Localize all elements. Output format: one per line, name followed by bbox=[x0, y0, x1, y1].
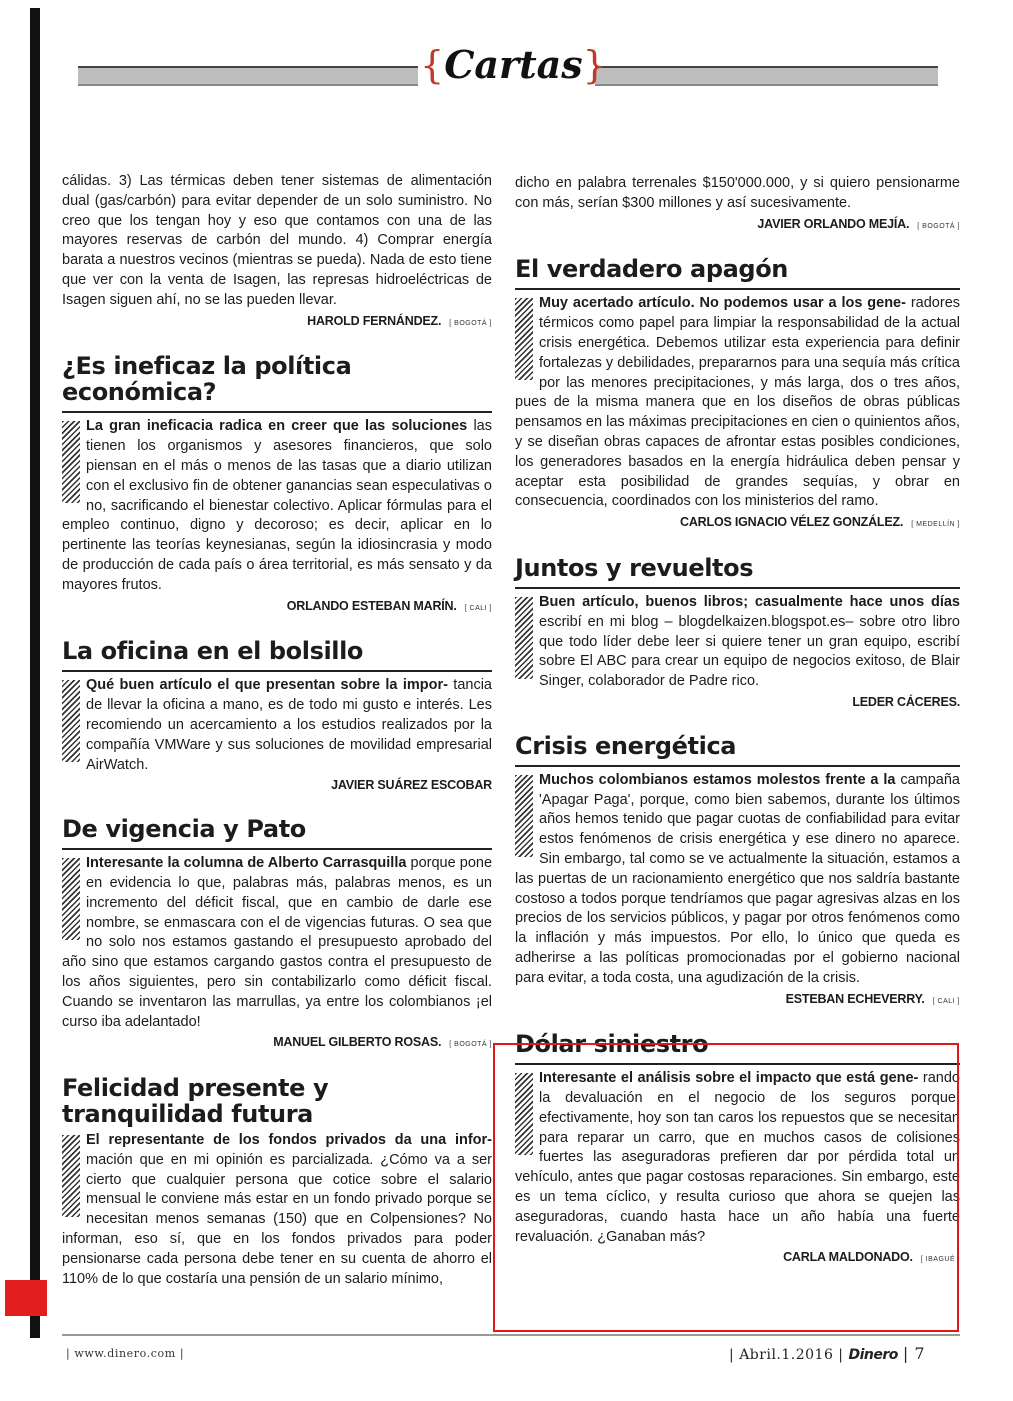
header-rule-right bbox=[595, 66, 938, 86]
letter-body bbox=[62, 676, 492, 775]
title-bracket-close: } bbox=[582, 43, 607, 87]
page-spine-bar bbox=[30, 8, 40, 1338]
letter-text: campaña 'Apagar Paga', porque, como bien sabemos, durante los últimos años hemos tenido que pagar cuotas de confiabilidad para evitar estos fenómenos de crisis energética y ese dinero no aparece. Sin embargo, tal como se ve actualmente la situación, estamos a las puertas de un racionamiento energético que nos saldría bastante costoso a todos porque tendríamos que pagar agresivas alzas en los precios de los servicios públicos, y pagar por otros fenómenos como la inflación y más impuestos. Por ello, lo único que queda es adherirse a las políticas promocionadas por el gobierno nacional para evitar, a toda costa, una agudización de la crisis. bbox=[515, 771, 960, 986]
title-bracket-open: { bbox=[420, 43, 445, 87]
author-city: [ BOGOTÁ ] bbox=[917, 222, 960, 230]
letter-signature bbox=[515, 693, 960, 713]
left-column bbox=[62, 172, 492, 1289]
highlight-box bbox=[493, 1043, 959, 1332]
letter-body bbox=[515, 294, 960, 512]
footer-folio bbox=[729, 1344, 925, 1363]
author-name: CARLA MALDONADO. bbox=[783, 1250, 913, 1265]
letter-lead: Muchos colombianos estamos molestos frente a la bbox=[539, 771, 896, 788]
letter-text: tancia de llevar la oficina a mano, es de todo mi gusto e interés. Les recomiendo un acercamiento a los estudios realizados por la compañía VMWare y sus soluciones de movilidad empresarial AirWatch. bbox=[86, 677, 492, 773]
letter-lead: La gran ineficacia radica en creer que las soluciones bbox=[86, 418, 468, 435]
letter-signature bbox=[62, 312, 492, 334]
letter-signature bbox=[515, 990, 960, 1012]
letter-body bbox=[515, 771, 960, 989]
letter-continuation bbox=[62, 172, 492, 333]
quote-mark-icon bbox=[62, 680, 80, 762]
letter-lead: Interesante la columna de Alberto Carrasquilla bbox=[86, 855, 407, 872]
author-city: [ MEDELLÍN ] bbox=[911, 521, 960, 529]
red-side-tab bbox=[5, 1280, 47, 1316]
quote-mark-icon bbox=[515, 775, 533, 857]
author-name: JAVIER SUÁREZ ESCOBAR bbox=[331, 778, 492, 793]
letter-signature bbox=[515, 215, 960, 237]
author-name: LEDER CÁCERES. bbox=[852, 694, 960, 709]
letter-heading: De vigencia y Pato bbox=[62, 816, 492, 850]
letter-heading: Crisis energética bbox=[515, 733, 960, 767]
letter-body: cálidas. 3) Las térmicas deben tener sistemas de alimentación dual (gas/carbón) para evitar depender de un solo suministro. No creo que los tengan hoy y eso que contamos con una de las mayores reservas de carbón del mundo. 4) Comprar energía barata a nuestros vecinos (mientras se pueda). Nada de esto tiene que ver con la venta de Isagen, las represas hidroeléctricas de Isagen siguen ahí, no se las pueden llevar. bbox=[62, 173, 492, 308]
letter-item bbox=[62, 816, 492, 1055]
letter-body bbox=[62, 1131, 492, 1289]
letter-item bbox=[62, 1075, 492, 1289]
quote-mark-icon bbox=[515, 597, 533, 679]
author-city: [ BOGOTÁ ] bbox=[449, 319, 492, 327]
letter-item bbox=[515, 256, 960, 535]
letter-heading: La oficina en el bolsillo bbox=[62, 638, 492, 672]
letter-signature bbox=[515, 513, 960, 535]
issue-date: | Abril.1.2016 | bbox=[729, 1347, 844, 1363]
footer-website[interactable]: | www.dinero.com | bbox=[66, 1347, 185, 1360]
author-name: HAROLD FERNÁNDEZ. bbox=[307, 313, 442, 328]
quote-mark-icon bbox=[515, 298, 533, 380]
letter-body: dicho en palabra terrenales $150'000.000, y si quiero pensionarme con más, serían $300 millones y así sucesivamente. bbox=[515, 175, 960, 211]
letter-text: rando la devaluación en el negocio de los seguros porque, efectivamente, hoy son tan caros los repuestos que se necesitan para reparar un carro, que en muchos casos de colisiones fuertes las aseguradoras prefieren dar por pérdida total un vehículo, antes que pagar costosas reparaciones. Sin embargo, este es un tema cíclico, y resulta curioso que ahora se quejen las aseguradoras, cuando hasta hace un año había una fuerte revaluación. ¿Ganaban más? bbox=[515, 1070, 960, 1245]
letter-signature bbox=[62, 776, 492, 796]
author-name: ESTEBAN ECHEVERRY. bbox=[785, 991, 925, 1006]
letter-heading: Juntos y revueltos bbox=[515, 555, 960, 589]
author-city: [ CALI ] bbox=[464, 604, 492, 612]
letter-lead: Qué buen artículo el que presentan sobre la impor- bbox=[86, 677, 448, 694]
letter-text: porque pone en evidencia lo que, palabras más, palabras menos, es un incremento del déficit fiscal, que en cambio de darle ese nombre, se enmascara con el de vigencias futuras. O sea que no solo nos estamos gastando el presupuesto aprobado del año sino que estamos cargando gastos contra el presupuesto de los años siguientes, pero sin contabilizarlo como déficit fiscal. Cuando se inventaron las marrullas, ya entre los colombianos ¡el curso iba adelantado! bbox=[62, 855, 493, 1030]
letter-text: las tienen los organismos y asesores financieros, que solo piensan en el más o menos de las tasas que a diario utilizan con el exclusivo fin de obtener ganancias sean especulativas o no, sacrificando el bienestar colectivo. Aplicar fórmulas para el empleo continuo, digno y decoroso; es decir, aplicar en lo pertinente las teorías keynesianas, según la idiosincrasia y modo de producción de cada país o área territorial, es más sensato y da mayores frutos. bbox=[62, 418, 492, 593]
letter-text: radores térmicos como papel para limpiar la responsabilidad de la actual crisis energética. Debemos utilizar esta experiencia para definir fortalezas y debilidades, prepararnos para una sequía más crítica por las menores precipitaciones, y más larga, dos o tres años, pues de la misma manera que en los diseños de obras públicas pensamos en las máximas precipitaciones en cien o quinientos años, y se diseñan obras capaces de afrontar estas posibles condiciones, los generadores basados en la energía hidráulica deben pensar y aceptar esta posibilidad de grandes sequías, y obrar en consecuencia, coordinados con los ministerios del ramo. bbox=[515, 295, 961, 510]
letter-signature bbox=[62, 597, 492, 619]
page-number: | 7 bbox=[902, 1344, 925, 1363]
letter-item bbox=[515, 733, 960, 1012]
author-name: CARLOS IGNACIO VÉLEZ GONZÁLEZ. bbox=[680, 515, 904, 530]
letter-text: escribí en mi blog – blogdelkaizen.blogspot.es– sobre otro libro que todo líder debe leer si quiere tener un gran equipo, escribí sobre El ABC para crear un equipo de negocios exitoso, de Blair Singer, colaborador de Padre rico. bbox=[539, 613, 960, 690]
magazine-brand: Dinero bbox=[848, 1347, 898, 1363]
letter-heading: Dólar siniestro bbox=[515, 1031, 960, 1065]
author-name: MANUEL GILBERTO ROSAS. bbox=[273, 1035, 442, 1050]
letter-lead: Buen artículo, buenos libros; casualmente hace unos días bbox=[539, 593, 960, 610]
quote-mark-icon bbox=[62, 1135, 80, 1217]
author-city: [ CALI ] bbox=[932, 997, 960, 1005]
letter-lead: Interesante el análisis sobre el impacto que está gene- bbox=[539, 1070, 919, 1087]
letter-item bbox=[62, 638, 492, 796]
letter-body bbox=[62, 417, 492, 595]
section-title-text: Cartas bbox=[444, 42, 583, 87]
letter-signature bbox=[62, 1033, 492, 1055]
section-title bbox=[420, 42, 607, 87]
author-city: [ IBAGUÉ ] bbox=[920, 1256, 960, 1264]
author-city: [ BOGOTÁ ] bbox=[449, 1041, 492, 1049]
author-name: ORLANDO ESTEBAN MARÍN. bbox=[286, 598, 457, 613]
quote-mark-icon bbox=[62, 421, 80, 503]
letter-item bbox=[62, 353, 492, 618]
author-name: JAVIER ORLANDO MEJÍA. bbox=[757, 216, 910, 231]
letter-heading: El verdadero apagón bbox=[515, 256, 960, 290]
letter-body bbox=[515, 593, 960, 692]
footer-rule bbox=[62, 1334, 960, 1336]
letter-lead: Muy acertado artículo. No podemos usar a los gene- bbox=[539, 295, 906, 312]
letter-body bbox=[62, 854, 492, 1032]
letter-heading: Felicidad presente y tranquilidad futura bbox=[62, 1074, 329, 1129]
letter-text: mación que en mi opinión es parcializada. ¿Cómo va a ser cierto que cualquier persona que cotice sobre el salario mensual le conviene más estar en un fondo privado porque se necesitan menos semanas (150) que en Colpensiones? No informan, eso sí, que en los fondos privados para poder pensionarse cada persona debe tener en su cuenta de ahorro el 110% de lo que costaría una pensión de un salario mínimo, bbox=[62, 1151, 492, 1287]
quote-mark-icon bbox=[62, 858, 80, 940]
letter-continuation bbox=[515, 174, 960, 236]
header-rule-left bbox=[78, 66, 418, 86]
letter-heading: ¿Es ineficaz la política económica? bbox=[62, 353, 492, 413]
letter-lead: El representante de los fondos privados da una infor- bbox=[86, 1132, 492, 1149]
letter-item bbox=[515, 555, 960, 713]
